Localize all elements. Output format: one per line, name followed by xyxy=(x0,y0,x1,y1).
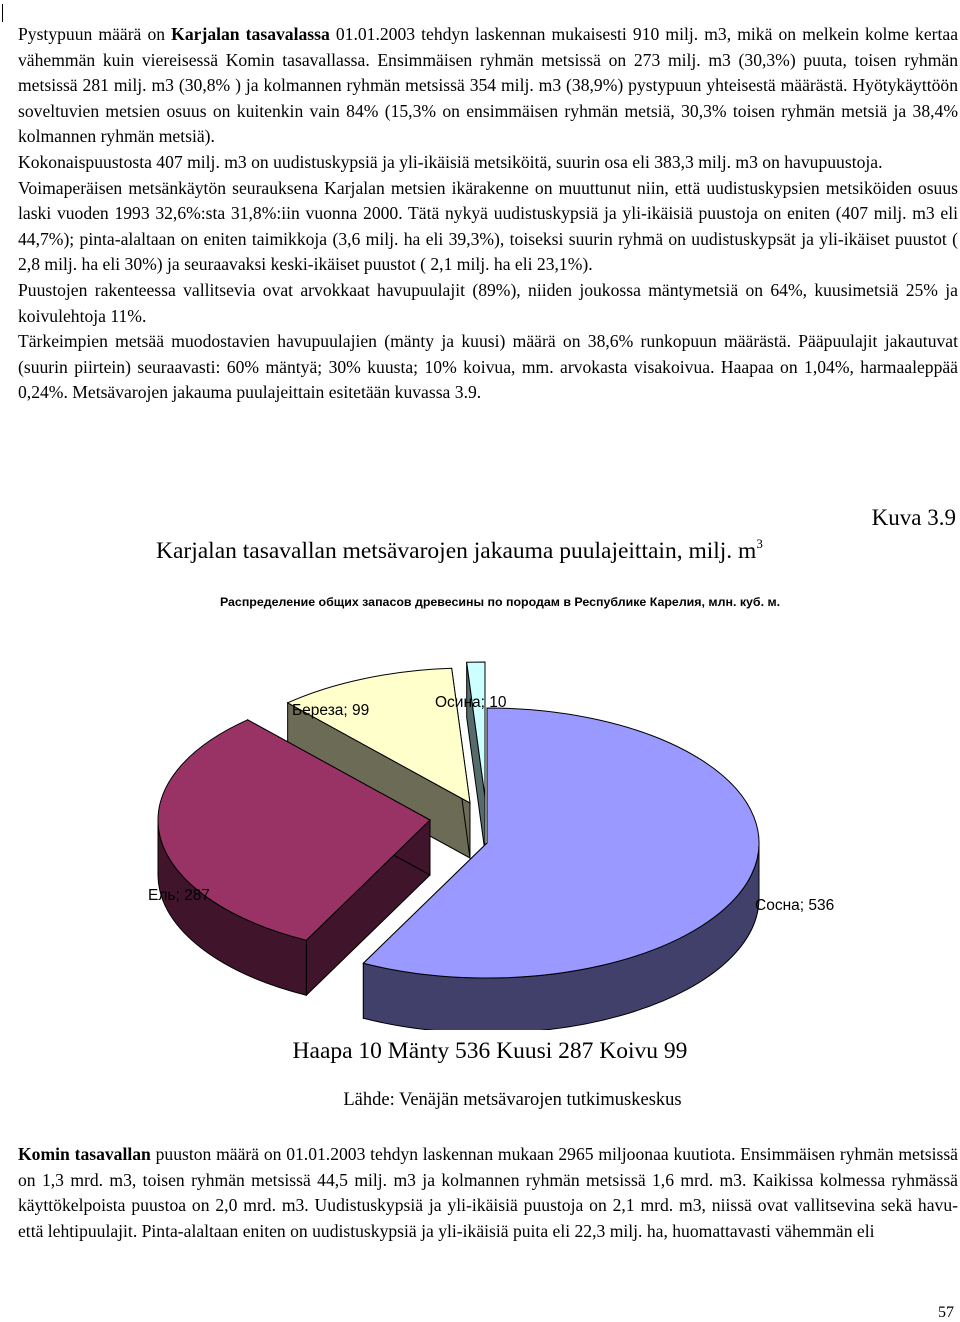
text-run: Voimaperäisen metsänkäytön seurauksena Karjalan metsien ikärakenne on muuttunut niin, että uudistuskypsien metsiköiden osuus laski vuoden 1993 32,6%:sta 31,8%:iin vuonna 2000. Tätä nykyä uudistuskypsiä ja yli-ikäisiä puustoja on eniten (407 milj. m3 eli 44,7%); pinta-alaltaan on eniten taimikkoja (3,6 milj. ha eli 39,3%), toiseksi suurin ryhmä on uudistuskypsät ja yli-ikäiset puustot ( 2,8 milj. ha eli 30%) ja seuraavaksi keski-ikäiset puustot ( 2,1 milj. ha eli 23,1%). xyxy=(18,177,958,275)
text-run: 01.01.2003 tehdyn laskennan mukaisesti 910 milj. m3, mikä on melkein kolme kertaa vähemmän kuin viereisessä Komin tasavallassa. Ensimmäisen ryhmän metsissä on 273 milj. m3 (30,3%) puuta, toisen ryhmän metsissä 281 milj. m3 (30,8% ) ja kolmannen ryhmän metsissä 354 milj. m3 (38,9%) pystypuun yhteisestä määrästä. Hyötykäyttöön soveltuvien metsien osuus on kuitenkin vain 84% (15,3% on ensimmäisen ryhmän metsiä, 30,3% toisen ryhmän metsiä ja 38,4% kolmannen ryhmän metsiä). xyxy=(18,24,959,147)
paragraph xyxy=(18,176,958,278)
paragraph xyxy=(18,22,958,150)
bold-run: Karjalan tasavalassa xyxy=(171,24,330,44)
text-run: puuston määrä on 01.01.2003 tehdyn laskennan mukaan 2965 miljoonaa kuutiota. Ensimmäisen ryhmän metsissä on 1,3 mrd. m3, toisen ryhmän metsissä 44,5 milj. m3 ja kolmannen ryhmän metsissä 1,6 mrd. m3. Kaikissa kolmessa ryhmässä käyttökelpoista puustoa on 2,0 mrd. m3. Uudistuskypsiä ja yli-ikäisiä puustoja on 2,1 mrd. m3, niissä ovat vallitsevina sekä havu- että lehtipuulajit. Pinta-alaltaan eniten on uudistuskypsiä ja yli-ikäisiä puita eli 22,3 milj. ha, huomattavasti vähemmän eli xyxy=(18,1144,958,1241)
paragraph xyxy=(18,1142,958,1244)
paragraph xyxy=(18,278,958,329)
text-cursor xyxy=(2,4,3,22)
text-run: Puustojen rakenteessa vallitsevia ovat arvokkaat havupuulajit (89%), niiden joukossa mäntymetsiä on 64%, kuusimetsiä 25% ja koivulehtoja 11%. xyxy=(18,279,958,326)
chart-title xyxy=(156,536,763,565)
text-run: Pystypuun määrä on xyxy=(18,24,172,44)
chart-subtitle-russian: Распределение общих запасов древесины по породам в Республике Карелия, млн. куб. м. xyxy=(219,595,781,609)
pie-slice-label: Сосна; 536 xyxy=(755,897,835,914)
bold-run: Komin tasavallan xyxy=(18,1144,151,1164)
paragraph xyxy=(18,329,958,406)
chart-summary: Haapa 10 Mänty 536 Kuusi 287 Koivu 99 xyxy=(292,1038,688,1064)
figure-label: Kuva 3.9 xyxy=(871,505,956,530)
pie-slice-label: Береза; 99 xyxy=(292,702,370,719)
page-number: 57 xyxy=(938,1304,954,1321)
pie-chart xyxy=(0,620,960,1030)
text-run: Kokonaispuustosta 407 milj. m3 on uudistuskypsiä ja yli-ikäisiä metsiköitä, suurin osa eli 383,3 milj. m3 on havupuustoja. xyxy=(18,151,883,172)
text-run: Tärkeimpien metsää muodostavien havupuulajien (mänty ja kuusi) määrä on 38,6% runkopuun määrästä. Pääpuulajit jakautuvat (suurin piirtein) seuraavasti: 60% mäntyä; 30% kuusta; 10% koivua, mm. arvokasta visakoivua. Haapaa on 1,04%, harmaaleppää 0,24%. Metsävarojen jakauma puulajeittain esitetään kuvassa 3.9. xyxy=(18,331,958,403)
chart-title-text: Karjalan tasavallan metsävarojen jakauma puulajeittain, milj. m xyxy=(156,538,757,564)
paragraph xyxy=(18,150,958,176)
pie-slice-label: Ель; 287 xyxy=(148,887,210,904)
body-text-top xyxy=(18,22,958,406)
chart-source: Lähde: Venäjän metsävarojen tutkimuskeskus xyxy=(343,1090,682,1110)
chart-title-superscript: 3 xyxy=(756,536,763,551)
pie-slice-label: Осина; 10 xyxy=(435,694,507,711)
body-text-bottom xyxy=(18,1142,958,1244)
